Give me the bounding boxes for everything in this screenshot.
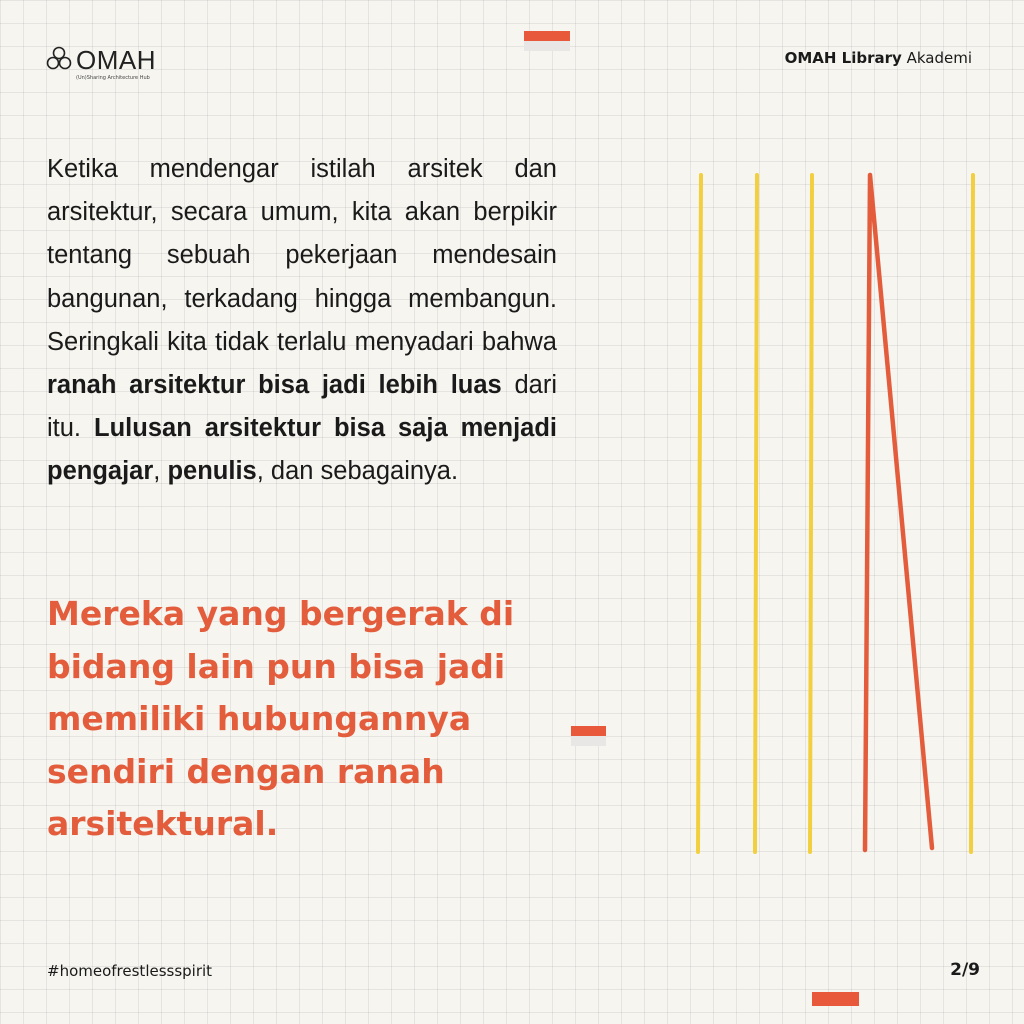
brand-suffix: Akademi <box>901 49 972 67</box>
hashtag: #homeofrestlessspirit <box>47 962 213 980</box>
brand-name: OMAH Library <box>784 49 902 67</box>
red-line <box>865 175 932 850</box>
logo-subtitle: (Un)Sharing Architecture Hub <box>76 75 150 81</box>
yellow-line <box>810 175 812 852</box>
logo-title: OMAH <box>76 45 156 75</box>
yellow-line <box>971 175 973 852</box>
yellow-line <box>755 175 757 852</box>
body-emphasis: penulis <box>167 457 257 486</box>
yellow-line <box>698 175 701 852</box>
bottom-accent-bar <box>812 992 859 1006</box>
body-emphasis: ranah arsitektur bisa jadi lebih luas <box>47 371 502 400</box>
body-text-part: , <box>153 457 168 486</box>
body-text-part: , dan sebagainya. <box>256 457 459 486</box>
body-emphasis: Lulusan arsitektur bisa saja menjadi pengajar <box>47 414 557 486</box>
highlight-quote: Mereka yang bergerak di bidang lain pun bisa jadi memiliki hubungannya sendiri dengan ranah arsitektural. <box>47 594 515 843</box>
body-text-part: dari itu. <box>47 371 557 443</box>
body-text-part: Ketika mendengar istilah arsitek dan arsitektur, secara umum, kita akan berpikir tentang sebuah pekerjaan mendesain bangunan, terkadang hingga membangun. Seringkali kita tidak terlalu menyadari bahwa <box>47 155 557 356</box>
page-number: 2/9 <box>950 960 980 980</box>
